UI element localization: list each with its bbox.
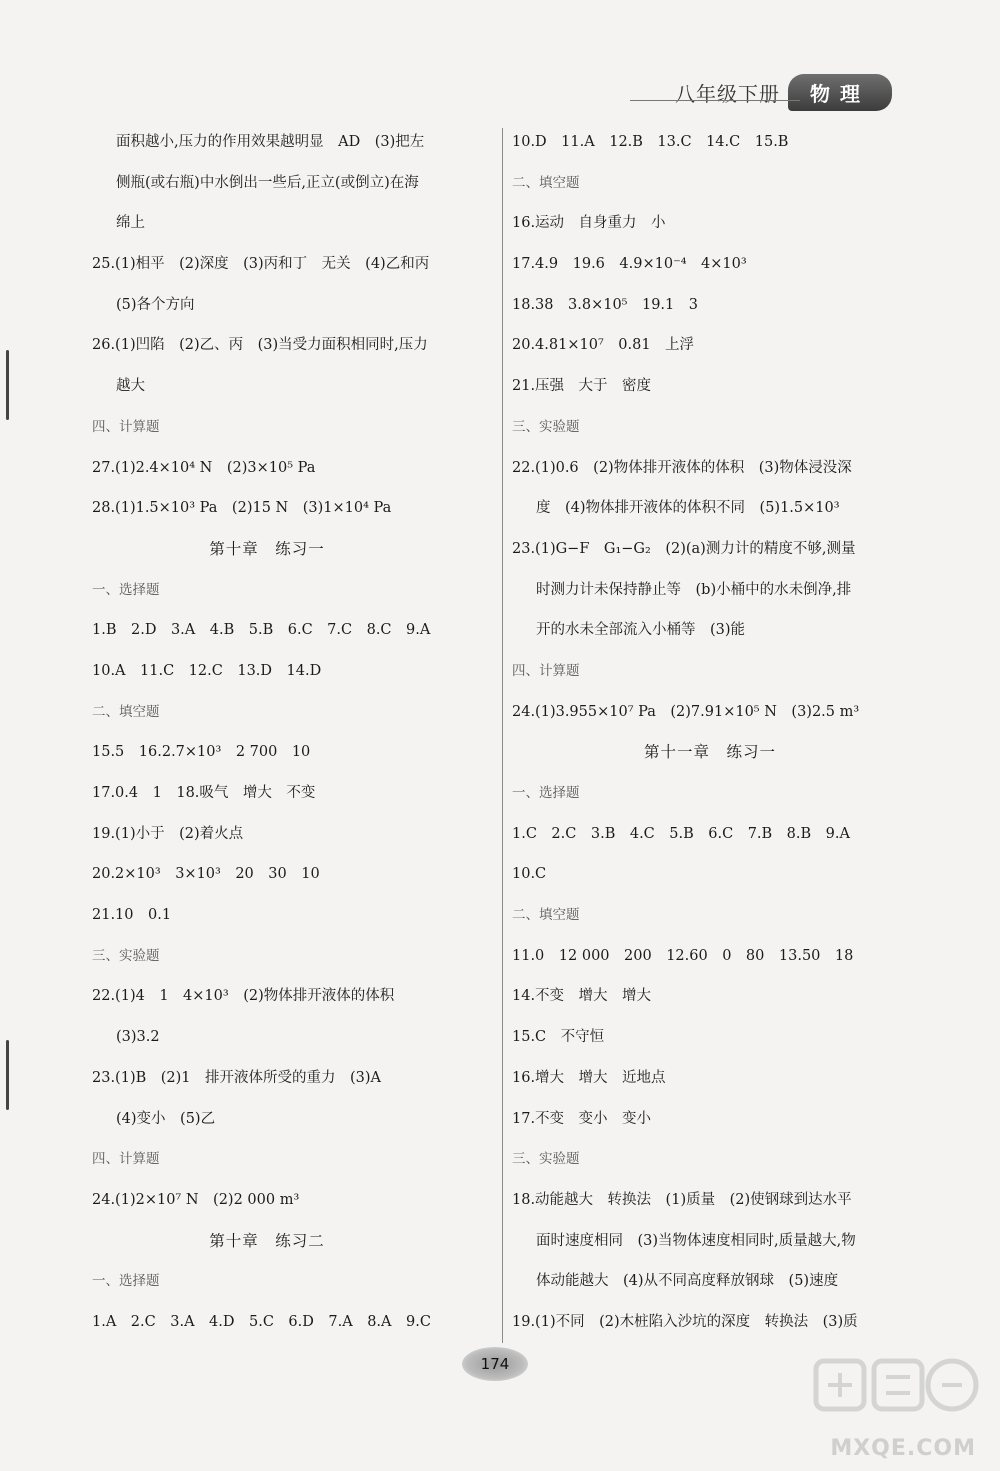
watermark-logo-icon [812,1355,982,1433]
section-heading: 四、计算题 [92,418,160,435]
subject-tab: 物理 [788,74,892,111]
right-answer-line: 1.C 2.C 3.B 4.C 5.B 6.C 7.B 8.B 9.A [512,825,850,842]
section-heading: 三、实验题 [512,418,580,435]
right-answer-line: 17.不变 变小 变小 [512,1110,652,1127]
right-answer-line: 10.C [512,866,547,883]
page-number: 174 [462,1347,528,1381]
left-answer-line: 侧瓶(或右瓶)中水倒出一些后,正立(或倒立)在海 [116,174,419,191]
right-answer-line: 11.0 12 000 200 12.60 0 80 13.50 18 [512,947,854,964]
left-answer-line: (3)3.2 [116,1029,160,1046]
right-answer-line: 21.压强 大于 密度 [512,378,652,395]
section-heading: 一、选择题 [512,785,580,801]
section-heading: 二、填空题 [512,907,580,924]
right-answer-line: 22.(1)0.6 (2)物体排开液体的体积 (3)物体浸没深 [512,459,852,476]
chapter-heading: 第十一章 练习一 [643,743,776,762]
left-answer-line: 面积越小,压力的作用效果越明显 AD (3)把左 [116,134,425,150]
left-answer-line: 越大 [116,378,145,395]
binding-mark [6,1040,9,1110]
header-rule [630,100,800,101]
section-heading: 四、计算题 [92,1151,160,1168]
right-answer-line: 度 (4)物体排开液体的体积不同 (5)1.5×10³ [536,500,840,517]
chapter-heading: 第十章 练习二 [209,1231,325,1250]
right-answer-line: 18.38 3.8×10⁵ 19.1 3 [512,296,698,313]
left-answer-line: 23.(1)B (2)1 排开液体所受的重力 (3)A [92,1069,382,1086]
section-heading: 三、实验题 [92,947,160,964]
right-answer-line: 24.(1)3.955×10⁷ Pa (2)7.91×10⁵ N (3)2.5 m³ [512,703,860,720]
left-answer-line: 绵上 [116,215,145,232]
section-heading: 一、选择题 [92,1273,160,1290]
section-heading: 四、计算题 [512,662,580,679]
right-answer-line: 16.增大 增大 近地点 [512,1069,666,1086]
right-answer-line: 23.(1)G−F G₁−G₂ (2)(a)测力计的精度不够,测量 [512,540,856,557]
right-answer-line: 20.4.81×10⁷ 0.81 上浮 [512,337,695,354]
left-answer-line: 15.5 16.2.7×10³ 2 700 10 [92,744,311,761]
right-answer-line: 时测力计未保持静止等 (b)小桶中的水未倒净,排 [536,581,852,598]
binding-mark [6,350,9,420]
left-answer-line: 17.0.4 1 18.吸气 增大 不变 [92,785,316,801]
column-divider [502,128,503,1343]
left-answer-line: 10.A 11.C 12.C 13.D 14.D [92,662,322,679]
left-answer-line: (5)各个方向 [116,296,195,313]
left-answer-line: 21.10 0.1 [92,907,172,924]
left-answer-line: 1.B 2.D 3.A 4.B 5.B 6.C 7.C 8.C 9.A [92,622,431,639]
left-answer-line: 27.(1)2.4×10⁴ N (2)3×10⁵ Pa [92,459,316,476]
left-answer-line: 28.(1)1.5×10³ Pa (2)15 N (3)1×10⁴ Pa [92,500,392,517]
left-answer-line: 19.(1)小于 (2)着火点 [92,825,244,842]
section-heading: 一、选择题 [92,581,160,598]
section-heading: 二、填空题 [512,174,580,191]
right-answer-line: 14.不变 增大 增大 [512,988,652,1005]
chapter-heading: 第十章 练习一 [209,539,325,558]
watermark-url: MXQE.COM [830,1436,976,1461]
grade-label: 八年级下册 [675,82,780,106]
left-answer-line: 24.(1)2×10⁷ N (2)2 000 m³ [92,1191,300,1208]
section-heading: 二、填空题 [92,703,160,720]
left-answer-line: 20.2×10³ 3×10³ 20 30 10 [92,866,320,883]
right-answer-line: 开的水未全部流入小桶等 (3)能 [536,622,746,639]
right-answer-line: 17.4.9 19.6 4.9×10⁻⁴ 4×10³ [512,256,747,273]
right-answer-line: 体动能越大 (4)从不同高度释放钢球 (5)速度 [536,1273,839,1290]
right-answer-line: 15.C 不守恒 [512,1029,605,1046]
right-answer-column [512,122,908,1343]
right-answer-line: 19.(1)不同 (2)木桩陷入沙坑的深度 转换法 (3)质 [512,1313,858,1330]
section-heading: 三、实验题 [512,1151,580,1168]
right-answer-line: 10.D 11.A 12.B 13.C 14.C 15.B [512,134,789,150]
right-answer-line: 16.运动 自身重力 小 [512,215,666,232]
left-answer-line: 26.(1)凹陷 (2)乙、丙 (3)当受力面积相同时,压力 [92,337,428,354]
left-answer-line: 25.(1)相平 (2)深度 (3)丙和丁 无关 (4)乙和丙 [92,256,430,273]
right-answer-line: 面时速度相同 (3)当物体速度相同时,质量越大,物 [536,1232,856,1249]
left-answer-line: 1.A 2.C 3.A 4.D 5.C 6.D 7.A 8.A 9.C [92,1313,431,1330]
left-answer-line: (4)变小 (5)乙 [116,1110,216,1127]
left-answer-line: 22.(1)4 1 4×10³ (2)物体排开液体的体积 [92,988,395,1005]
page-header [675,74,892,111]
left-answer-column [92,122,502,1343]
right-answer-line: 18.动能越大 转换法 (1)质量 (2)使钢球到达水平 [512,1191,852,1208]
